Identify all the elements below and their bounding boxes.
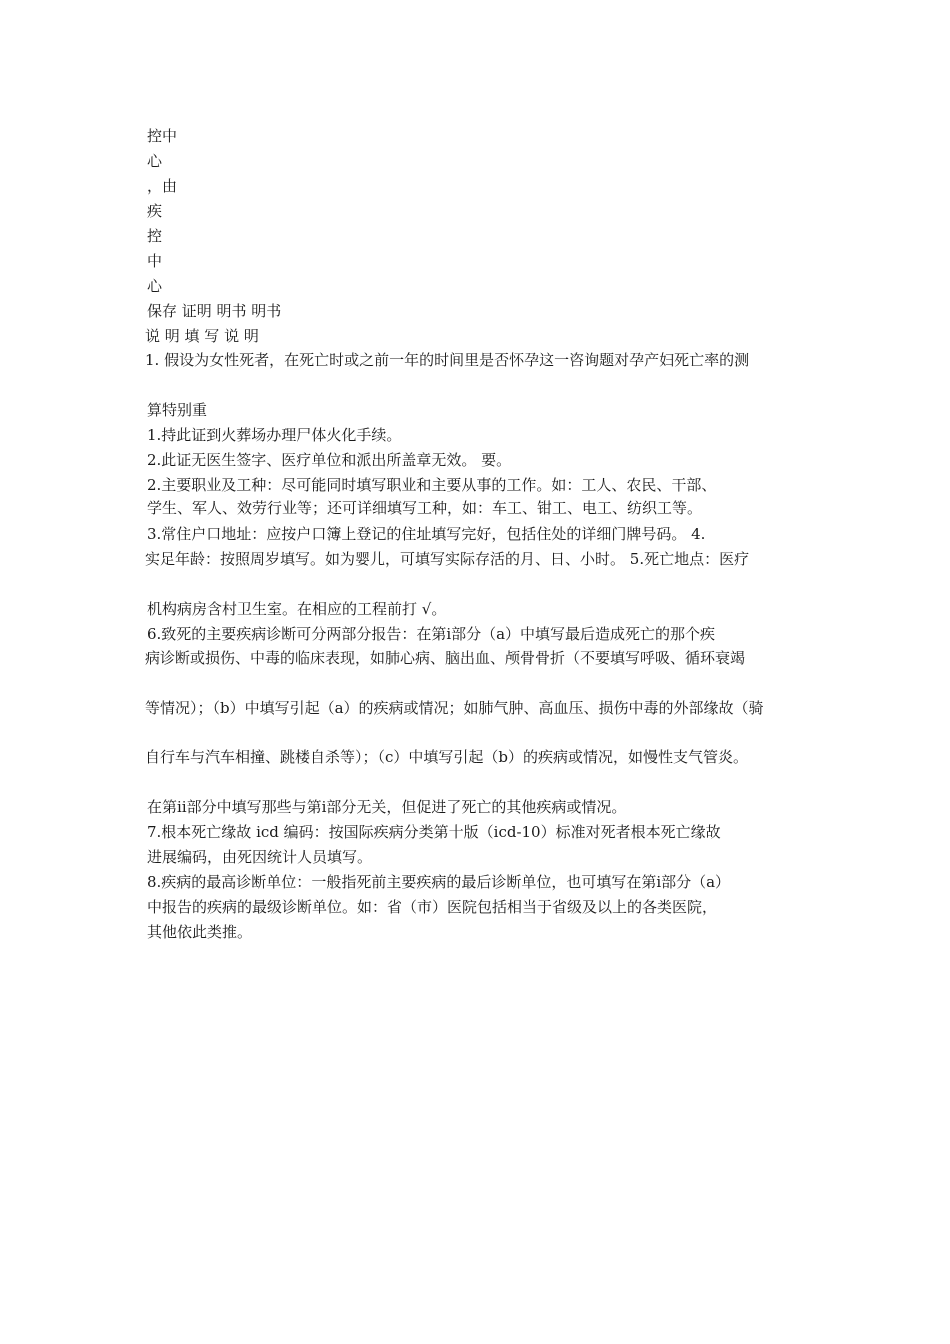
text-line: 6.致死的主要疾病诊断可分两部分报告：在第ⅰ部分（a）中填写最后造成死亡的那个疾 (147, 625, 716, 643)
text-line: 2.此证无医生签字、医疗单位和派出所盖章无效。 要。 (147, 451, 512, 469)
text-line: 7.根本死亡缘故 icd 编码：按国际疾病分类第十版（icd-10）标准对死者根本死亡缘故 (147, 823, 721, 841)
text-line: 保存 证明 明书 明书 (147, 302, 282, 320)
text-line: 1.持此证到火葬场办理尸体火化手续。 (147, 426, 402, 444)
text-line: 进展编码，由死因统计人员填写。 (147, 848, 373, 866)
text-line: 控中 (147, 127, 178, 145)
text-line: 病诊断或损伤、中毒的临床表现，如肺心病、脑出血、颅骨骨折（不要填写呼吸、循环衰竭 (145, 649, 746, 667)
text-line: 学生、军人、效劳行业等；还可详细填写工种，如：车工、钳工、电工、纺织工等。 (147, 499, 703, 517)
section-heading: 说 明 填 写 说 明 (145, 327, 259, 345)
text-line: 中 (147, 252, 163, 270)
text-line: ，由 (147, 177, 178, 195)
text-line: 疾 (147, 202, 163, 220)
text-line: 心 (147, 152, 163, 170)
text-line: 控 (147, 227, 163, 245)
text-line: 心 (147, 277, 163, 295)
text-line: 2.主要职业及工种：尽可能同时填写职业和主要从事的工作。如：工人、农民、干部、 (147, 476, 717, 494)
text-line: 在第ⅱ部分中填写那些与第ⅰ部分无关，但促进了死亡的其他疾病或情况。 (147, 798, 627, 816)
text-line: 自行车与汽车相撞、跳楼自杀等）；（c）中填写引起（b）的疾病或情况，如慢性支气管炎。 (145, 748, 749, 766)
text-line: 1. 假设为女性死者，在死亡时或之前一年的时间里是否怀孕这一咨询题对孕产妇死亡率的测 (145, 351, 750, 369)
text-line: 实足年龄：按照周岁填写。如为婴儿，可填写实际存活的月、日、小时。 5.死亡地点：医疗 (145, 550, 750, 568)
text-line: 其他依此类推。 (147, 923, 253, 941)
text-line: 算特别重 (147, 401, 208, 419)
text-line: 等情况）；（b）中填写引起（a）的疾病或情况；如肺气肿、高血压、损伤中毒的外部缘故（骑 (145, 699, 764, 717)
text-line: 中报告的疾病的最级诊断单位。如：省（市）医院包括相当于省级及以上的各类医院， (147, 898, 718, 916)
text-line: 8.疾病的最高诊断单位：一般指死前主要疾病的最后诊断单位，也可填写在第ⅰ部分（a） (147, 873, 731, 891)
text-line: 机构病房含村卫生室。在相应的工程前打 √。 (147, 600, 447, 618)
text-line: 3.常住户口地址：应按户口簿上登记的住址填写完好，包括住处的详细门牌号码。 4. (147, 525, 706, 543)
